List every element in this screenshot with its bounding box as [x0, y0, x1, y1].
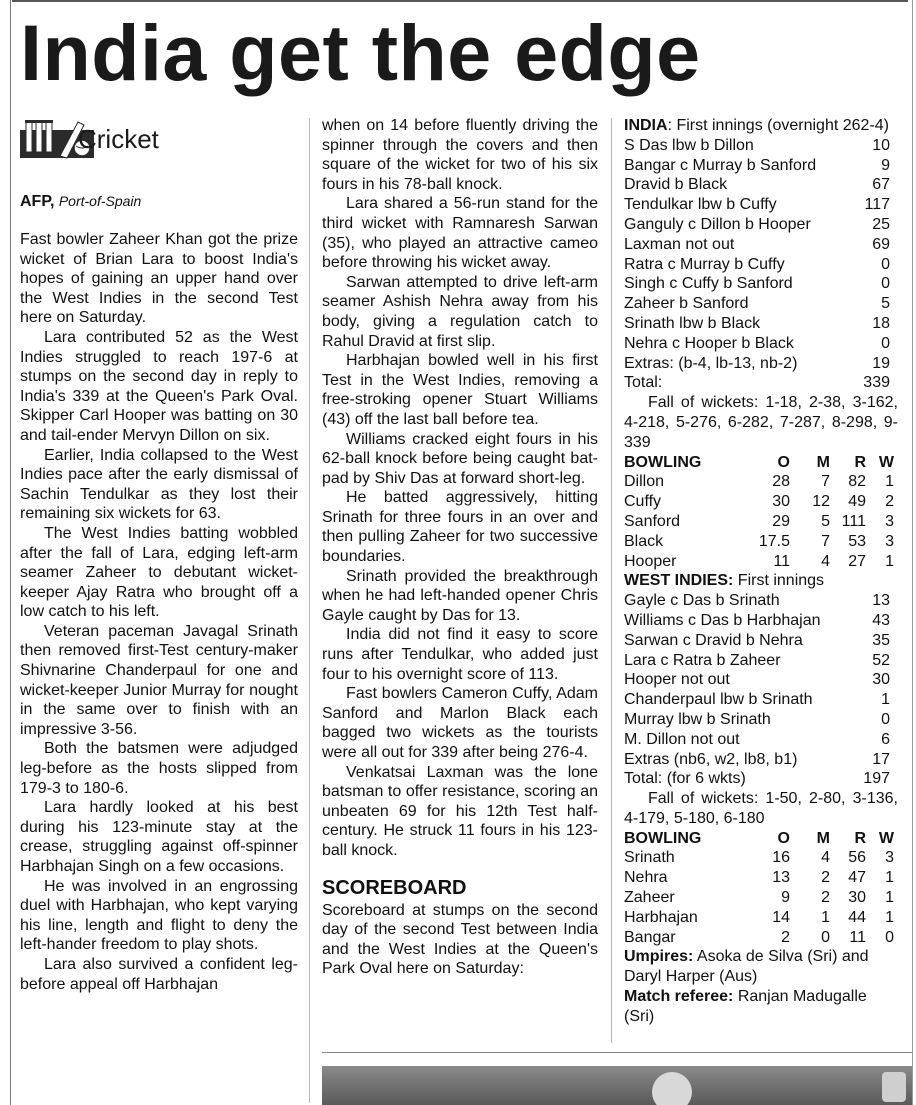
bowling-row: [624, 908, 898, 928]
batsman-entry: Williams c Das b Harbhajan: [624, 611, 821, 629]
scoreboard-intro: Scoreboard at stumps on the second day of the second Test between India and the West Indies at the Queen's Park Oval here on Saturday:: [322, 901, 598, 978]
bowling-cell: 2: [781, 928, 790, 946]
bowling-cell: 30: [772, 493, 790, 511]
batsman-runs: 43: [872, 611, 890, 629]
paragraph: Fast bowlers Cameron Cuffy, Adam Sanford and Marlon Black each bagged two wickets as the tourists were all out for 339 after being 276-4.: [322, 685, 598, 761]
umpires-label: Umpires:: [624, 948, 694, 966]
right-rule: [912, 0, 913, 1105]
section-label: Cricket: [78, 124, 159, 154]
bowling-cell: 1: [885, 908, 894, 926]
bowling-header-cell: BOWLING: [624, 453, 702, 471]
bowling-cell: 0: [885, 928, 894, 946]
west-indies-team-name: WEST INDIES:: [624, 572, 734, 590]
scoreboard-column: [624, 116, 898, 1027]
bowling-cell: 1: [821, 908, 830, 926]
bowling-header-cell: M: [816, 829, 830, 847]
bowling-row: [624, 848, 898, 868]
batsman-entry: Gayle c Das b Srinath: [624, 592, 780, 610]
batsman-runs: 69: [872, 235, 890, 253]
dateline: [20, 193, 141, 211]
bowling-cell: 1: [885, 869, 894, 887]
batsman-entry: Srinath lbw b Black: [624, 314, 761, 332]
batsman-entry: Tendulkar lbw b Cuffy: [624, 196, 777, 214]
bowling-cell: 3: [885, 849, 894, 867]
bowling-header-cell: O: [777, 453, 790, 471]
bowling-cell: 11: [773, 552, 790, 570]
bowling-row: [624, 492, 898, 512]
bowling-cell: Black: [624, 532, 664, 550]
bowling-cell: 7: [821, 473, 830, 491]
bowling-header-cell: O: [777, 829, 790, 847]
bowling-cell: 4: [821, 552, 830, 570]
referee-value: Ranjan Madugalle (Sri): [624, 988, 867, 1025]
bowling-row: [624, 472, 898, 492]
bowling-row: [624, 928, 898, 948]
paragraph: Srinath provided the breakthrough when he had left-handed opener Chris Gayle caught by Das for 13.: [322, 567, 598, 624]
batsman-runs: 13: [872, 592, 890, 610]
bowling-cell: 2: [821, 869, 830, 887]
bowling-cell: 0: [821, 928, 830, 946]
batsman-runs: 0: [881, 255, 890, 273]
batsman-runs: 0: [881, 275, 890, 293]
scoreboard-heading: SCOREBOARD: [322, 876, 467, 899]
bowling-cell: 3: [885, 532, 894, 550]
batsman-entry: Ratra c Murray b Cuffy: [624, 255, 785, 273]
batsman-runs: 0: [881, 334, 890, 352]
paragraph: Harbhajan bowled well in his first Test in the West Indies, removing a free-stroking opener Stuart Williams (43) off the last ball before tea.: [322, 352, 598, 428]
referee-label: Match referee:: [624, 988, 734, 1006]
batsman-entry: Dravid b Black: [624, 176, 728, 194]
bowling-header-cell: BOWLING: [624, 829, 702, 847]
batsman-runs: 0: [881, 710, 890, 728]
batsman-entry: Total: (for 6 wkts): [624, 770, 746, 788]
bowling-cell: 14: [772, 908, 790, 926]
bowling-cell: 49: [848, 493, 866, 511]
referee-line: [624, 987, 898, 1027]
bowling-cell: 2: [821, 889, 830, 907]
bowling-cell: 12: [812, 493, 830, 511]
batsman-entry: Hooper not out: [624, 671, 730, 689]
batsman-runs: 5: [881, 295, 890, 313]
paragraph: Venkatsai Laxman was the lone batsman to offer resistance, scoring an unbeaten 69 for his 12th Test half-century. He struck 11 fours in his 123-ball knock.: [322, 763, 598, 859]
paragraph: The West Indies batting wobbled after the fall of Lara, edging left-arm seamer Zaheer to debutant wicket-keeper Ajay Ratra who brought off a low catch to his left.: [20, 524, 298, 621]
batsman-runs: 35: [872, 631, 890, 649]
batsman-entry: Laxman not out: [624, 235, 735, 253]
bowling-cell: 56: [848, 849, 866, 867]
batsman-runs: 6: [881, 730, 890, 748]
bowling-cell: Srinath: [624, 849, 675, 867]
umpires-line: [624, 947, 898, 987]
batting-row: [624, 175, 898, 195]
bowling-cell: 44: [848, 908, 866, 926]
batsman-entry: Chanderpaul lbw b Srinath: [624, 691, 813, 709]
bowling-header-cell: M: [816, 453, 830, 471]
batsman-entry: Ganguly c Dillon b Hooper: [624, 215, 811, 233]
bowling-cell: 82: [848, 473, 866, 491]
bowling-cell: 9: [781, 889, 790, 907]
paragraph: He was involved in an engrossing duel with Harbhajan, who kept varying his line, length and flight to deny the left-hander freedom to play shots.: [20, 877, 298, 954]
batting-row: [624, 611, 898, 631]
india-bowling-table: [624, 453, 898, 572]
batsman-runs: 339: [863, 374, 890, 392]
bowling-cell: Nehra: [624, 869, 668, 887]
paragraph: Both the batsmen were adjudged leg-before as the hosts slipped from 179-3 to 180-6.: [20, 740, 298, 797]
west-indies-innings-label: First innings: [733, 572, 825, 590]
west-indies-bowling-table: [624, 829, 898, 948]
batting-row: [624, 750, 898, 770]
batsman-runs: 19: [872, 354, 890, 372]
batting-row: [624, 670, 898, 690]
paragraph: Lara also survived a confident leg-before appeal off Harbhajan: [20, 955, 298, 993]
batsman-entry: M. Dillon not out: [624, 730, 740, 748]
batting-row: [624, 334, 898, 354]
paragraph: Fast bowler Zaheer Khan got the prize wicket of Brian Lara to boost India's hopes of gaining an upper hand over the West Indies in the second Test here on Saturday.: [20, 231, 298, 327]
photo-detail: [882, 1072, 906, 1102]
photo-fill: [322, 1066, 912, 1105]
bowling-cell: 28: [772, 473, 790, 491]
batting-row: [624, 274, 898, 294]
bowling-cell: 27: [848, 552, 866, 570]
bowling-header-cell: R: [854, 829, 866, 847]
batting-row: [624, 215, 898, 235]
bowling-cell: 1: [885, 889, 894, 907]
bowling-cell: 4: [821, 849, 830, 867]
india-fall-of-wickets: Fall of wickets: 1-18, 2-38, 3-162, 4-218, 5-276, 6-282, 7-287, 8-298, 9-339: [624, 394, 898, 451]
bowling-cell: 16: [772, 849, 790, 867]
west-indies-batting-list: [624, 591, 898, 789]
bowling-header-row: [624, 829, 898, 849]
bowling-cell: 30: [848, 889, 866, 907]
bowling-cell: 2: [885, 493, 894, 511]
batting-row: [624, 710, 898, 730]
batsman-runs: 52: [872, 651, 890, 669]
paragraph: when on 14 before fluently driving the spinner through the covers and then square of the wicket for two of his six fours in his 78-ball knock.: [322, 117, 598, 193]
bowling-cell: 11: [849, 928, 866, 946]
bowling-cell: 47: [848, 869, 866, 887]
column-divider: [611, 118, 612, 1043]
batting-row: [624, 373, 898, 393]
dateline-place: Port-of-Spain: [58, 193, 142, 209]
paragraph: Earlier, India collapsed to the West Indies pace after the early dismissal of Sachin Tendulkar as they lost their remaining six wickets for 63.: [20, 446, 298, 523]
paragraph: Williams cracked eight fours in his 62-ball knock before being caught bat-pad by Shiv Das at forward short-leg.: [322, 430, 598, 487]
batting-row: [624, 690, 898, 710]
bowling-cell: 13: [772, 869, 790, 887]
batsman-runs: 10: [872, 136, 890, 154]
bowling-cell: 17.5: [758, 532, 790, 550]
column-divider: [309, 118, 310, 1103]
batsman-runs: 30: [872, 671, 890, 689]
bowling-row: [624, 512, 898, 532]
bowling-cell: Zaheer: [624, 889, 675, 907]
bowling-header-cell: W: [878, 453, 894, 471]
india-batting-list: [624, 136, 898, 393]
umpires-value: Asoka de Silva (Sri) and Daryl Harper (Aus): [624, 948, 869, 986]
batsman-entry: Extras: (b-4, lb-13, nb-2): [624, 354, 798, 372]
west-indies-fall-of-wickets: Fall of wickets: 1-50, 2-80, 3-136, 4-179, 5-180, 6-180: [624, 790, 898, 827]
bowling-header-row: [624, 453, 898, 473]
article-column-2: [322, 116, 598, 979]
bowling-row: [624, 868, 898, 888]
batsman-runs: 67: [872, 176, 890, 194]
batsman-entry: Extras (nb6, w2, lb8, b1): [624, 750, 798, 768]
article-column-1: [20, 230, 298, 994]
batting-row: [624, 354, 898, 374]
batsman-entry: Total:: [624, 374, 663, 392]
paragraph: Lara hardly looked at his best during his 123-minute stay at the crease, struggling against off-spinner Harbhajan Singh on a few occasions.: [20, 799, 298, 875]
bowling-cell: 111: [841, 512, 866, 530]
batsman-entry: S Das lbw b Dillon: [624, 136, 754, 154]
bowling-row: [624, 552, 898, 572]
batting-row: [624, 255, 898, 275]
bowling-cell: 7: [821, 532, 830, 550]
batsman-entry: Nehra c Hooper b Black: [624, 334, 794, 352]
bowling-cell: 53: [848, 532, 866, 550]
batsman-entry: Murray lbw b Srinath: [624, 710, 771, 728]
batting-row: [624, 314, 898, 334]
paragraph: Lara contributed 52 as the West Indies struggled to reach 197-6 at stumps on the second day in reply to India's 339 at the Queen's Park Oval. Skipper Carl Hooper was batting on 30 and tail-ender Mervyn Dillon on six.: [20, 328, 298, 444]
batting-row: [624, 769, 898, 789]
photo-emblem: [652, 1072, 692, 1105]
bowling-row: [624, 532, 898, 552]
batting-row: [624, 136, 898, 156]
batsman-runs: 197: [863, 770, 890, 788]
bowling-cell: 5: [821, 512, 830, 530]
bowling-cell: 1: [885, 552, 894, 570]
india-team-name: INDIA: [624, 117, 668, 134]
batsman-runs: 117: [864, 196, 890, 214]
india-innings-heading: [624, 116, 898, 136]
batsman-runs: 17: [872, 750, 890, 768]
bowling-row: [624, 888, 898, 908]
india-innings-label: : First innings (overnight 262-4): [667, 117, 889, 134]
batsman-runs: 9: [881, 156, 890, 174]
bowling-cell: Harbhajan: [624, 908, 698, 926]
batsman-runs: 1: [881, 691, 890, 709]
batsman-entry: Lara c Ratra b Zaheer: [624, 651, 781, 669]
paragraph: Lara shared a 56-run stand for the third wicket with Ramnaresh Sarwan (35), who played an attractive cameo before throwing his wicket away.: [322, 195, 598, 272]
bowling-cell: 29: [772, 512, 790, 530]
left-rule: [10, 0, 11, 1105]
bowling-header-cell: R: [854, 453, 866, 471]
paragraph: He batted aggressively, hitting Srinath for three fours in an over and then pulling Zaheer for two successive boundaries.: [322, 489, 598, 566]
dateline-agency: AFP,: [20, 193, 55, 210]
bowling-cell: Cuffy: [624, 493, 662, 511]
bowling-cell: 1: [885, 473, 894, 491]
photo-top-rule: [322, 1052, 912, 1053]
batsman-entry: Bangar c Murray b Sanford: [624, 156, 817, 174]
batting-row: [624, 156, 898, 176]
batsman-entry: Sarwan c Dravid b Nehra: [624, 631, 803, 649]
bowling-cell: Bangar: [624, 928, 676, 946]
bottom-photo: [322, 1066, 912, 1105]
batting-row: [624, 195, 898, 215]
batsman-entry: Zaheer b Sanford: [624, 295, 749, 313]
batting-row: [624, 235, 898, 255]
batting-row: [624, 591, 898, 611]
bowling-cell: 3: [885, 512, 894, 530]
batsman-runs: 18: [872, 314, 890, 332]
batting-row: [624, 294, 898, 314]
paragraph: India did not find it easy to score runs after Tendulkar, who added just four to his overnight score of 113.: [322, 626, 598, 683]
batting-row: [624, 730, 898, 750]
bowling-cell: Hooper: [624, 552, 677, 570]
batting-row: [624, 631, 898, 651]
batting-row: [624, 651, 898, 671]
west-indies-innings-heading: [624, 571, 898, 591]
bowling-header-cell: W: [878, 829, 894, 847]
bowling-cell: Sanford: [624, 512, 681, 530]
batsman-runs: 25: [872, 215, 890, 233]
batsman-entry: Singh c Cuffy b Sanford: [624, 275, 793, 293]
headline: India get the edge: [20, 8, 701, 97]
paragraph: Sarwan attempted to drive left-arm seamer Ashish Nehra away from his body, giving a regulation catch to Rahul Dravid at first slip.: [322, 273, 598, 350]
bowling-cell: Dillon: [624, 473, 665, 491]
paragraph: Veteran paceman Javagal Srinath then removed first-Test century-maker Shivnarine Chanderpaul for one and wicket-keeper Junior Murray for nought in the same over to finish with an impressive 3-56.: [20, 622, 298, 738]
